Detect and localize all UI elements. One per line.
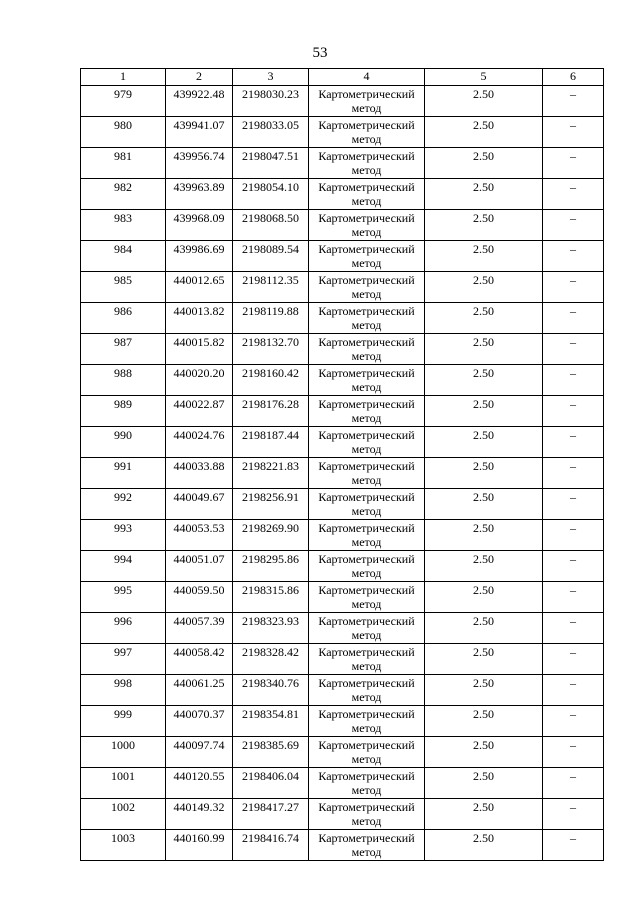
table-row xyxy=(81,799,604,830)
point-number-cell: 997 xyxy=(81,644,166,675)
method-cell: Картометрический метод xyxy=(309,148,425,179)
note-cell: – xyxy=(543,675,604,706)
table-row xyxy=(81,830,604,861)
method-cell: Картометрический метод xyxy=(309,241,425,272)
accuracy-cell: 2.50 xyxy=(425,303,543,334)
note-cell: – xyxy=(543,489,604,520)
point-number-cell: 995 xyxy=(81,582,166,613)
accuracy-cell: 2.50 xyxy=(425,830,543,861)
method-cell: Картометрический метод xyxy=(309,644,425,675)
table-row xyxy=(81,551,604,582)
point-number-cell: 985 xyxy=(81,272,166,303)
x-coordinate-cell: 440015.82 xyxy=(166,334,233,365)
y-coordinate-cell: 2198160.42 xyxy=(233,365,309,396)
note-cell: – xyxy=(543,458,604,489)
table-body xyxy=(81,86,604,861)
table-row xyxy=(81,489,604,520)
accuracy-cell: 2.50 xyxy=(425,365,543,396)
method-cell: Картометрический метод xyxy=(309,334,425,365)
y-coordinate-cell: 2198176.28 xyxy=(233,396,309,427)
point-number-cell: 982 xyxy=(81,179,166,210)
x-coordinate-cell: 440024.76 xyxy=(166,427,233,458)
method-cell: Картометрический метод xyxy=(309,768,425,799)
accuracy-cell: 2.50 xyxy=(425,582,543,613)
method-cell: Картометрический метод xyxy=(309,675,425,706)
point-number-cell: 979 xyxy=(81,86,166,117)
point-number-cell: 993 xyxy=(81,520,166,551)
accuracy-cell: 2.50 xyxy=(425,458,543,489)
accuracy-cell: 2.50 xyxy=(425,427,543,458)
y-coordinate-cell: 2198323.93 xyxy=(233,613,309,644)
method-cell: Картометрический метод xyxy=(309,365,425,396)
table-row xyxy=(81,179,604,210)
method-cell: Картометрический метод xyxy=(309,427,425,458)
column-header: 6 xyxy=(543,69,604,86)
table-row xyxy=(81,303,604,334)
column-header: 1 xyxy=(81,69,166,86)
method-cell: Картометрический метод xyxy=(309,458,425,489)
table-row xyxy=(81,737,604,768)
accuracy-cell: 2.50 xyxy=(425,520,543,551)
column-header: 2 xyxy=(166,69,233,86)
method-cell: Картометрический метод xyxy=(309,737,425,768)
y-coordinate-cell: 2198256.91 xyxy=(233,489,309,520)
point-number-cell: 988 xyxy=(81,365,166,396)
y-coordinate-cell: 2198187.44 xyxy=(233,427,309,458)
point-number-cell: 994 xyxy=(81,551,166,582)
point-number-cell: 998 xyxy=(81,675,166,706)
note-cell: – xyxy=(543,737,604,768)
y-coordinate-cell: 2198033.05 xyxy=(233,117,309,148)
table-row xyxy=(81,396,604,427)
y-coordinate-cell: 2198054.10 xyxy=(233,179,309,210)
method-cell: Картометрический метод xyxy=(309,303,425,334)
point-number-cell: 996 xyxy=(81,613,166,644)
y-coordinate-cell: 2198030.23 xyxy=(233,86,309,117)
table-row xyxy=(81,272,604,303)
accuracy-cell: 2.50 xyxy=(425,489,543,520)
note-cell: – xyxy=(543,117,604,148)
accuracy-cell: 2.50 xyxy=(425,675,543,706)
note-cell: – xyxy=(543,303,604,334)
x-coordinate-cell: 439956.74 xyxy=(166,148,233,179)
table-row xyxy=(81,427,604,458)
accuracy-cell: 2.50 xyxy=(425,148,543,179)
x-coordinate-cell: 440012.65 xyxy=(166,272,233,303)
x-coordinate-cell: 439941.07 xyxy=(166,117,233,148)
accuracy-cell: 2.50 xyxy=(425,86,543,117)
y-coordinate-cell: 2198354.81 xyxy=(233,706,309,737)
column-header: 5 xyxy=(425,69,543,86)
x-coordinate-cell: 440149.32 xyxy=(166,799,233,830)
x-coordinate-cell: 440097.74 xyxy=(166,737,233,768)
point-number-cell: 981 xyxy=(81,148,166,179)
y-coordinate-cell: 2198417.27 xyxy=(233,799,309,830)
accuracy-cell: 2.50 xyxy=(425,179,543,210)
table-row xyxy=(81,706,604,737)
accuracy-cell: 2.50 xyxy=(425,334,543,365)
point-number-cell: 983 xyxy=(81,210,166,241)
note-cell: – xyxy=(543,613,604,644)
x-coordinate-cell: 440033.88 xyxy=(166,458,233,489)
note-cell: – xyxy=(543,86,604,117)
method-cell: Картометрический метод xyxy=(309,582,425,613)
table-row xyxy=(81,613,604,644)
x-coordinate-cell: 440160.99 xyxy=(166,830,233,861)
method-cell: Картометрический метод xyxy=(309,210,425,241)
accuracy-cell: 2.50 xyxy=(425,613,543,644)
point-number-cell: 990 xyxy=(81,427,166,458)
table-row xyxy=(81,458,604,489)
table-row xyxy=(81,675,604,706)
note-cell: – xyxy=(543,644,604,675)
note-cell: – xyxy=(543,396,604,427)
point-number-cell: 980 xyxy=(81,117,166,148)
x-coordinate-cell: 440057.39 xyxy=(166,613,233,644)
y-coordinate-cell: 2198269.90 xyxy=(233,520,309,551)
method-cell: Картометрический метод xyxy=(309,706,425,737)
table-header-row xyxy=(81,69,604,86)
accuracy-cell: 2.50 xyxy=(425,799,543,830)
point-number-cell: 989 xyxy=(81,396,166,427)
accuracy-cell: 2.50 xyxy=(425,768,543,799)
note-cell: – xyxy=(543,272,604,303)
table-row xyxy=(81,210,604,241)
note-cell: – xyxy=(543,768,604,799)
table-row xyxy=(81,148,604,179)
method-cell: Картометрический метод xyxy=(309,830,425,861)
y-coordinate-cell: 2198068.50 xyxy=(233,210,309,241)
x-coordinate-cell: 440049.67 xyxy=(166,489,233,520)
x-coordinate-cell: 440022.87 xyxy=(166,396,233,427)
point-number-cell: 1002 xyxy=(81,799,166,830)
table-row xyxy=(81,365,604,396)
note-cell: – xyxy=(543,210,604,241)
note-cell: – xyxy=(543,830,604,861)
point-number-cell: 986 xyxy=(81,303,166,334)
y-coordinate-cell: 2198340.76 xyxy=(233,675,309,706)
point-number-cell: 987 xyxy=(81,334,166,365)
method-cell: Картометрический метод xyxy=(309,396,425,427)
x-coordinate-cell: 440120.55 xyxy=(166,768,233,799)
y-coordinate-cell: 2198221.83 xyxy=(233,458,309,489)
method-cell: Картометрический метод xyxy=(309,272,425,303)
x-coordinate-cell: 440061.25 xyxy=(166,675,233,706)
x-coordinate-cell: 440013.82 xyxy=(166,303,233,334)
accuracy-cell: 2.50 xyxy=(425,706,543,737)
accuracy-cell: 2.50 xyxy=(425,551,543,582)
note-cell: – xyxy=(543,427,604,458)
x-coordinate-cell: 440070.37 xyxy=(166,706,233,737)
table-row xyxy=(81,334,604,365)
note-cell: – xyxy=(543,520,604,551)
x-coordinate-cell: 440020.20 xyxy=(166,365,233,396)
table-row xyxy=(81,582,604,613)
method-cell: Картометрический метод xyxy=(309,117,425,148)
accuracy-cell: 2.50 xyxy=(425,644,543,675)
table-row xyxy=(81,86,604,117)
table-row xyxy=(81,644,604,675)
method-cell: Картометрический метод xyxy=(309,551,425,582)
y-coordinate-cell: 2198328.42 xyxy=(233,644,309,675)
x-coordinate-cell: 440051.07 xyxy=(166,551,233,582)
x-coordinate-cell: 440058.42 xyxy=(166,644,233,675)
note-cell: – xyxy=(543,365,604,396)
y-coordinate-cell: 2198112.35 xyxy=(233,272,309,303)
note-cell: – xyxy=(543,334,604,365)
y-coordinate-cell: 2198132.70 xyxy=(233,334,309,365)
method-cell: Картометрический метод xyxy=(309,489,425,520)
note-cell: – xyxy=(543,799,604,830)
x-coordinate-cell: 439922.48 xyxy=(166,86,233,117)
page-number: 53 xyxy=(312,45,328,61)
method-cell: Картометрический метод xyxy=(309,179,425,210)
table-row xyxy=(81,241,604,272)
x-coordinate-cell: 439986.69 xyxy=(166,241,233,272)
accuracy-cell: 2.50 xyxy=(425,241,543,272)
y-coordinate-cell: 2198295.86 xyxy=(233,551,309,582)
column-header: 4 xyxy=(309,69,425,86)
note-cell: – xyxy=(543,551,604,582)
y-coordinate-cell: 2198385.69 xyxy=(233,737,309,768)
y-coordinate-cell: 2198047.51 xyxy=(233,148,309,179)
table-row xyxy=(81,520,604,551)
method-cell: Картометрический метод xyxy=(309,520,425,551)
point-number-cell: 1000 xyxy=(81,737,166,768)
method-cell: Картометрический метод xyxy=(309,613,425,644)
x-coordinate-cell: 439968.09 xyxy=(166,210,233,241)
x-coordinate-cell: 440053.53 xyxy=(166,520,233,551)
accuracy-cell: 2.50 xyxy=(425,117,543,148)
accuracy-cell: 2.50 xyxy=(425,737,543,768)
point-number-cell: 1001 xyxy=(81,768,166,799)
point-number-cell: 999 xyxy=(81,706,166,737)
note-cell: – xyxy=(543,706,604,737)
note-cell: – xyxy=(543,241,604,272)
point-number-cell: 984 xyxy=(81,241,166,272)
note-cell: – xyxy=(543,582,604,613)
accuracy-cell: 2.50 xyxy=(425,272,543,303)
y-coordinate-cell: 2198406.04 xyxy=(233,768,309,799)
point-number-cell: 992 xyxy=(81,489,166,520)
method-cell: Картометрический метод xyxy=(309,86,425,117)
y-coordinate-cell: 2198416.74 xyxy=(233,830,309,861)
column-header: 3 xyxy=(233,69,309,86)
table-row xyxy=(81,768,604,799)
accuracy-cell: 2.50 xyxy=(425,396,543,427)
note-cell: – xyxy=(543,179,604,210)
point-number-cell: 1003 xyxy=(81,830,166,861)
accuracy-cell: 2.50 xyxy=(425,210,543,241)
method-cell: Картометрический метод xyxy=(309,799,425,830)
x-coordinate-cell: 439963.89 xyxy=(166,179,233,210)
x-coordinate-cell: 440059.50 xyxy=(166,582,233,613)
y-coordinate-cell: 2198315.86 xyxy=(233,582,309,613)
note-cell: – xyxy=(543,148,604,179)
y-coordinate-cell: 2198089.54 xyxy=(233,241,309,272)
table-row xyxy=(81,117,604,148)
point-number-cell: 991 xyxy=(81,458,166,489)
coordinates-table xyxy=(80,68,604,861)
y-coordinate-cell: 2198119.88 xyxy=(233,303,309,334)
